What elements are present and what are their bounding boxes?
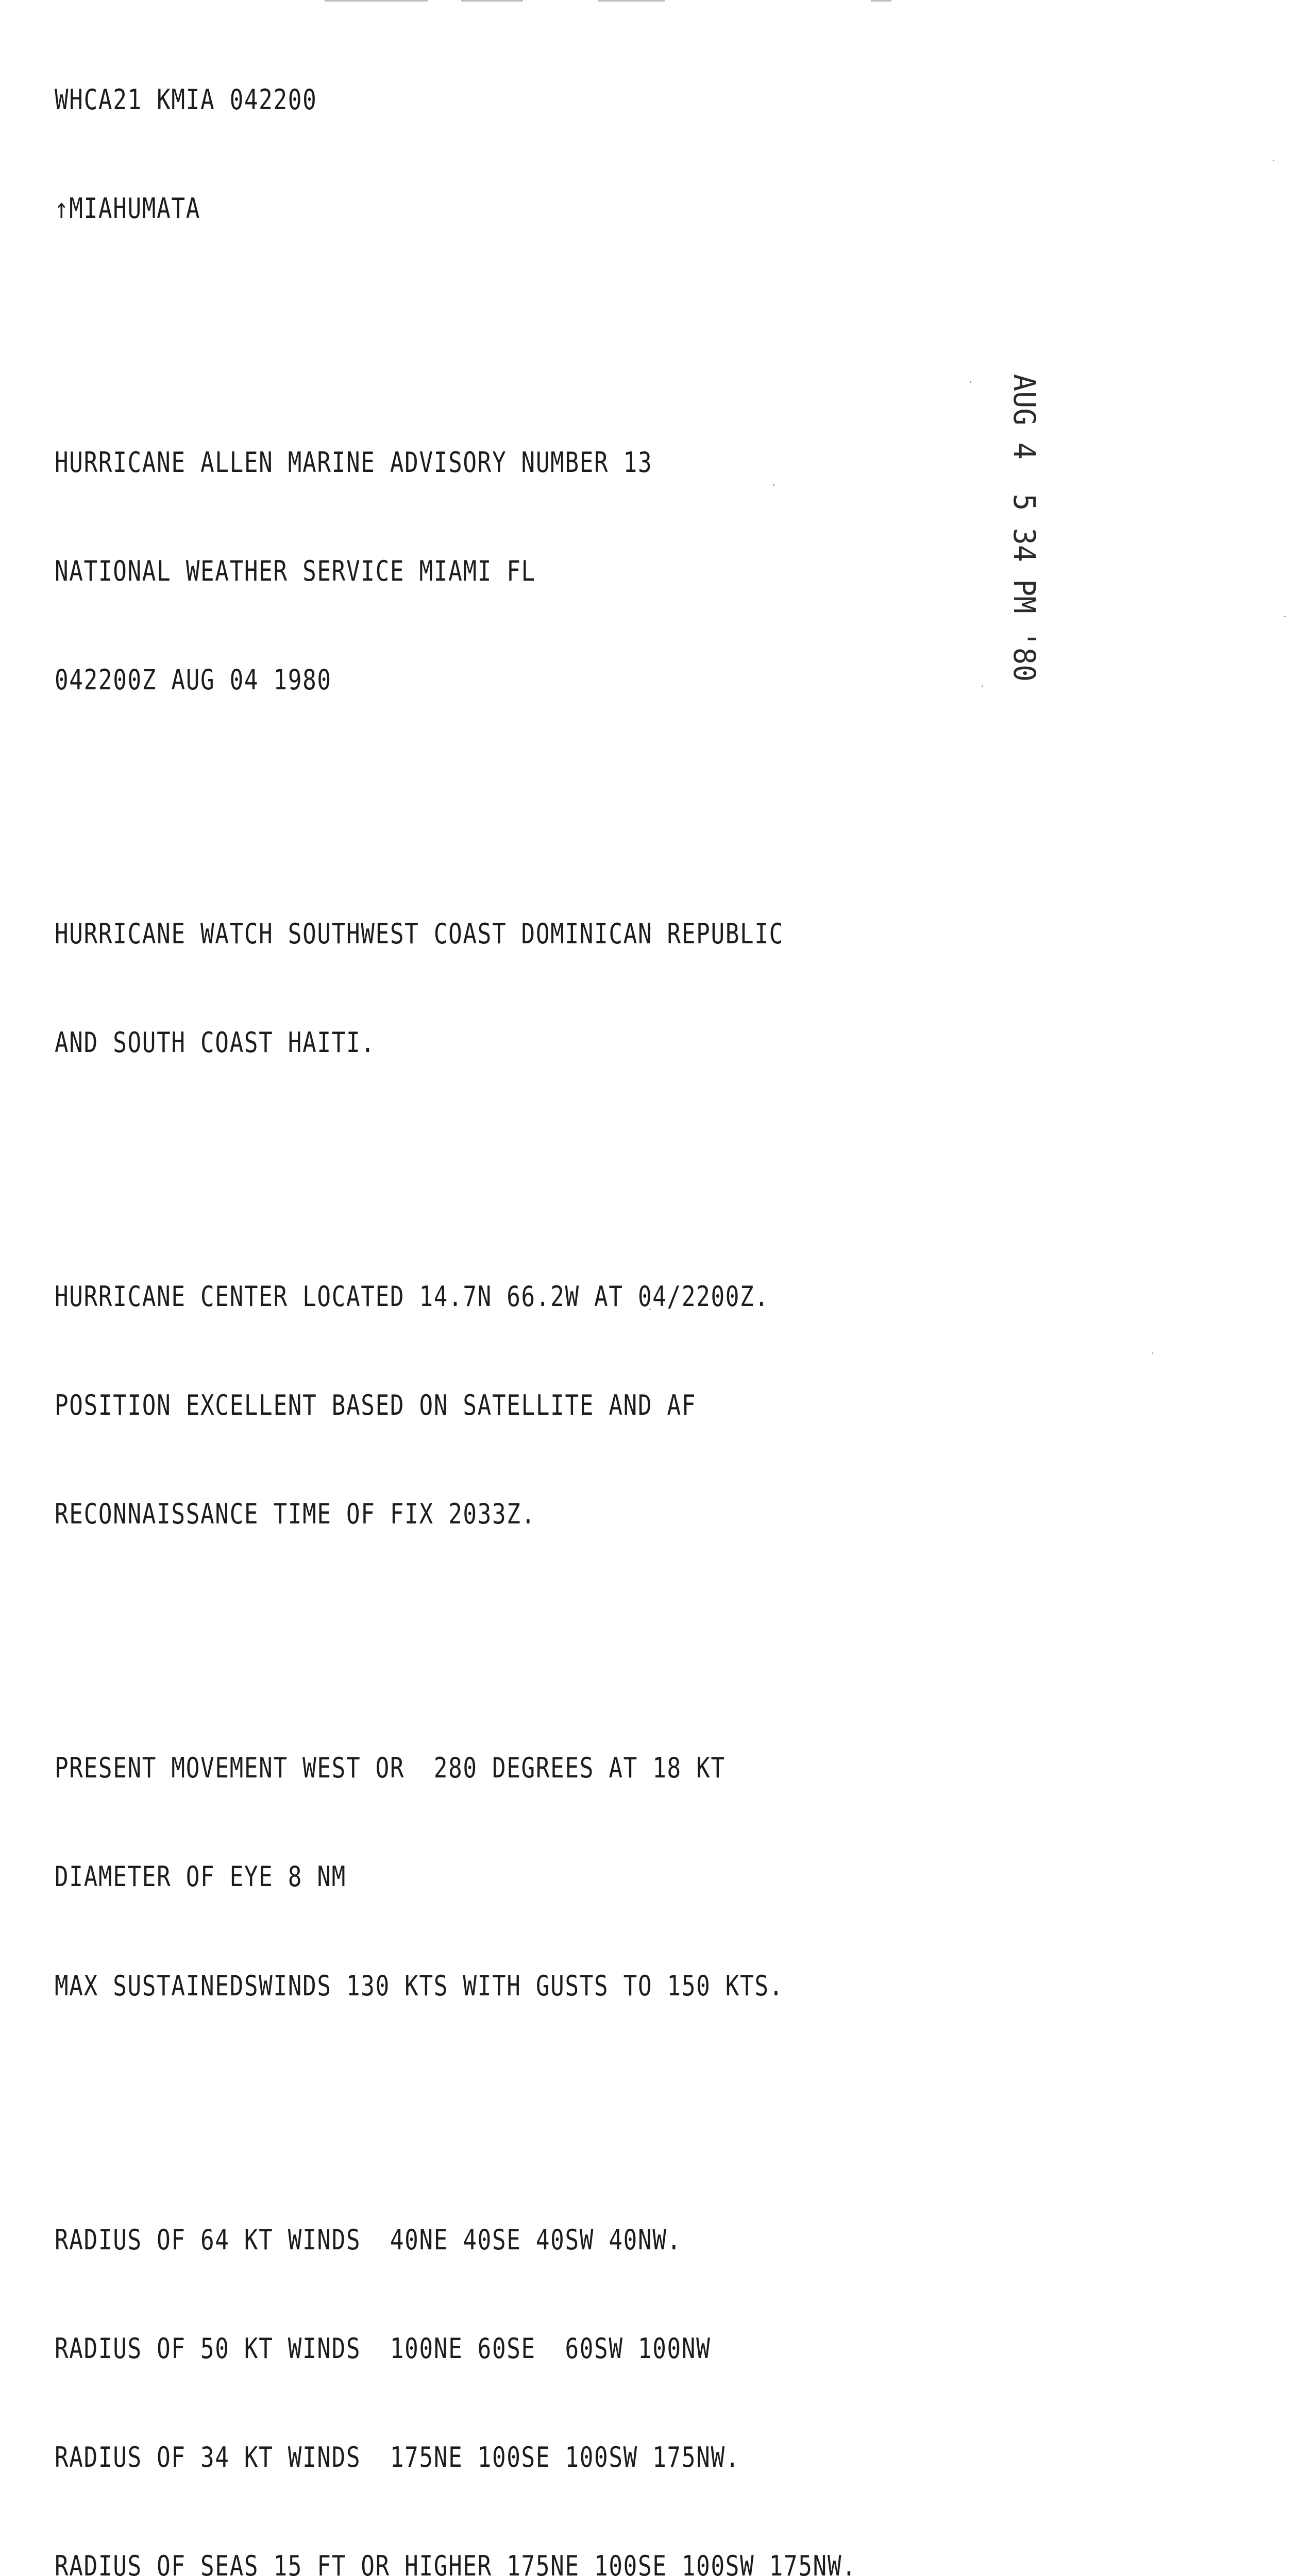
radius-34kt-line: RADIUS OF 34 KT WINDS 175NE 100SE 100SW 175NW. [55,2441,740,2473]
blank-line [55,299,773,335]
eye-diameter-line: DIAMETER OF EYE 8 NM [55,1860,346,1893]
advisory-text [55,9,857,2576]
header-line-2: ↑MIAHUMATA [55,192,200,225]
blank-line [55,1133,773,1170]
blank-line [55,771,773,807]
scan-speck [1284,616,1286,617]
watch-line-1: HURRICANE WATCH SOUTHWEST COAST DOMINICAN REPUBLIC [55,918,784,951]
blank-line [55,1605,773,1641]
max-winds-line: MAX SUSTAINEDSWINDS 130 KTS WITH GUSTS TO 150 KTS. [55,1969,784,2002]
center-line-1: HURRICANE CENTER LOCATED 14.7N 66.2W AT 04/2200Z. [55,1280,769,1313]
radius-50kt-line: RADIUS OF 50 KT WINDS 100NE 60SE 60SW 100NW [55,2332,711,2365]
scan-speck [970,381,971,383]
received-date-stamp: AUG 4 5 34 PM '80 [1007,374,1042,682]
issuing-office: NATIONAL WEATHER SERVICE MIAMI FL [55,555,536,588]
radius-seas-line: RADIUS OF SEAS 15 FT OR HIGHER 175NE 100SE 100SW 175NW. [55,2550,857,2576]
scan-mark [871,0,891,2]
scan-speck [982,685,983,687]
scan-speck [1273,160,1274,161]
radius-64kt-line: RADIUS OF 64 KT WINDS 40NE 40SE 40SW 40NW. [55,2223,682,2256]
scan-speck [1152,1352,1153,1354]
blank-line [55,2077,773,2113]
center-line-2: POSITION EXCELLENT BASED ON SATELLITE AND AF [55,1389,697,1422]
issue-time: 042200Z AUG 04 1980 [55,664,332,697]
scan-mark [461,0,523,2]
header-line-1: WHCA21 KMIA 042200 [55,83,317,116]
scan-speck [773,484,774,486]
scan-mark [325,0,428,2]
center-line-3: RECONNAISSANCE TIME OF FIX 2033Z. [55,1498,536,1531]
watch-line-2: AND SOUTH COAST HAITI. [55,1026,376,1059]
advisory-title: HURRICANE ALLEN MARINE ADVISORY NUMBER 13 [55,446,653,479]
scan-mark [598,0,665,2]
movement-line: PRESENT MOVEMENT WEST OR 280 DEGREES AT 18 KT [55,1752,726,1785]
